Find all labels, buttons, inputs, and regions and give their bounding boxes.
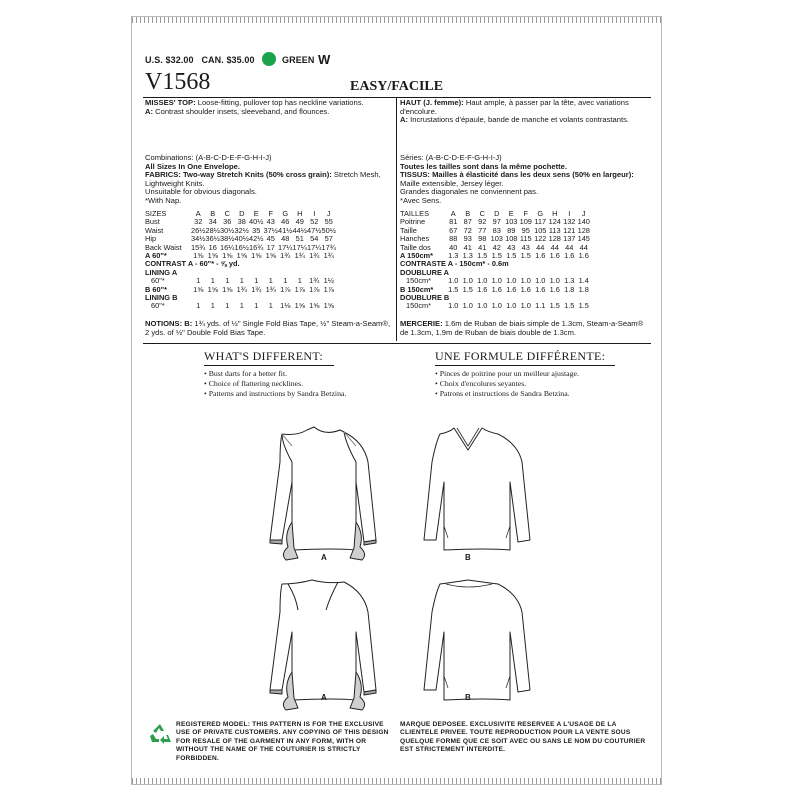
yardage-row-b: B 60"* 1⅝ 1⅝ 1⅝ 1¾ 1¾ 1¾ 1⅞ 1⅞ 1⅞ 1⅞ bbox=[145, 284, 334, 294]
doublure-b-title-row: DOUBLURE B bbox=[400, 293, 450, 303]
size-row-poitrine: Poitrine 81 87 92 97 103 109 117 124 132 140 bbox=[400, 217, 590, 227]
label-front-a: A bbox=[321, 553, 327, 562]
combinations: Combinations: (A-B-C-D-E-F-G-H-I-J) bbox=[145, 153, 272, 162]
letter-code: W bbox=[318, 52, 331, 67]
size-row-hip: Hip 34½ 36½ 38½ 40½ 42½ 45 48 51 54 57 bbox=[145, 234, 333, 244]
formule-title: UNE FORMULE DIFFÉRENTE: bbox=[435, 349, 606, 363]
lining-a-row: 60"* 1 1 1 1 1 1 1 1 1¾ 1½ bbox=[151, 276, 334, 286]
lining-b-row: 60"* 1 1 1 1 1 1 1⅛ 1⅝ 1⅝ 1⅝ bbox=[151, 301, 334, 311]
pattern-number: V1568 bbox=[145, 69, 211, 95]
size-header-row: SIZES A B C D E F G H I J bbox=[145, 209, 331, 218]
header-prices bbox=[145, 55, 255, 65]
size-row-taille-dos: Taille dos 40 41 41 42 43 43 44 44 44 44 bbox=[400, 242, 588, 252]
tissus-text: Maille extensible, Jersey léger. bbox=[400, 178, 504, 188]
price-us: U.S. $32.00 bbox=[145, 55, 194, 65]
whats-different-title: WHAT'S DIFFERENT: bbox=[204, 349, 324, 363]
label-back-b: B bbox=[465, 693, 471, 702]
front-view-b bbox=[424, 428, 530, 550]
french-size-table bbox=[400, 210, 591, 311]
formule-section bbox=[435, 349, 615, 399]
desc-a-label: A: bbox=[145, 106, 154, 116]
price-can: CAN. $35.00 bbox=[201, 55, 255, 65]
english-description bbox=[145, 99, 392, 116]
with-nap-fr: *Avec Sens. bbox=[400, 195, 442, 205]
green-dot-icon bbox=[262, 52, 276, 66]
list-item: • Patterns and instructions by Sandra Betzina. bbox=[204, 389, 346, 399]
size-row-back-waist: Back Waist 15¾ 16 16¼ 16½ 16¾ 17 17¼ 17¼ 17¼ 17¾ bbox=[145, 242, 336, 252]
size-row-waist: Waist 26½ 28½ 30½ 32½ 35 37½ 41½ 44½ 47½ 50½ bbox=[145, 225, 336, 235]
desc-a-text-fr: Incrustations d'épaule, bande de manche et volants contrastants. bbox=[408, 115, 629, 125]
doublure-b-row: 150cm* 1.0 1.0 1.0 1.0 1.0 1.0 1.1 1.5 1.5 1.5 bbox=[406, 301, 589, 311]
unsuitable: Unsuitable for obvious diagonals. bbox=[145, 187, 257, 197]
french-description bbox=[400, 99, 650, 125]
whats-different-list bbox=[204, 369, 346, 399]
contraste-a-row: CONTRASTE A - 150cm* - 0.6m bbox=[400, 259, 509, 269]
unsuitable-fr: Grandes diagonales ne conviennent pas. bbox=[400, 187, 539, 197]
garment-illustrations bbox=[132, 422, 663, 712]
desc-a-text: Contrast shoulder insets, sleeveband, and flounces. bbox=[153, 106, 330, 116]
mercerie bbox=[400, 320, 650, 337]
list-item: • Pinces de poitrine pour un meilleur ajustage. bbox=[435, 369, 615, 379]
doublure-a-title-row: DOUBLURE A bbox=[400, 267, 449, 277]
mercerie-text: 1.6m de Ruban de biais simple de 1.3cm, Steam-a-Seam® de 1.3cm, 1.9m de Ruban de biais double de 1.3cm. bbox=[400, 319, 644, 337]
perforation-top bbox=[132, 17, 661, 23]
yardage-row-a-fr: A 150cm* 1.3 1.3 1.5 1.5 1.5 1.5 1.6 1.6 1.6 1.6 bbox=[400, 251, 589, 261]
notions-text: 1¾ yds. of ½" Single Fold Bias Tape, ½" Steam-a-Seam®, 2 yds. of ½" Double Fold Bias Tape. bbox=[145, 319, 391, 337]
label-front-b: B bbox=[465, 553, 471, 562]
whats-different-section bbox=[204, 349, 346, 399]
yardage-row-a: A 60"* 1⅝ 1⅝ 1⅝ 1⅝ 1⅝ 1⅝ 1¾ 1¾ 1¾ 1¾ bbox=[145, 251, 334, 261]
mercerie-label: MERCERIE: bbox=[400, 319, 443, 328]
all-sizes-fr: Toutes les tailles sont dans la même pochette. bbox=[400, 161, 567, 171]
desc-title-fr: HAUT (J. femme): bbox=[400, 98, 464, 107]
pattern-envelope-back bbox=[131, 16, 662, 785]
list-item: • Bust darts for a better fit. bbox=[204, 369, 346, 379]
back-view-a bbox=[270, 580, 376, 710]
size-row-bust: Bust 32 34 36 38 40½ 43 46 49 52 55 bbox=[145, 217, 333, 227]
notions bbox=[145, 320, 392, 337]
back-view-b bbox=[424, 580, 530, 700]
list-item: • Choix d'encolures seyantes. bbox=[435, 379, 615, 389]
size-header-row-fr: TAILLES A B C D E F G H I J bbox=[400, 209, 586, 218]
fabrics-text: Stretch Mesh, Lightweight Knits. bbox=[145, 170, 381, 188]
tissus-label: TISSUS: Mailles à élasticité dans les deux sens (50% en largeur): bbox=[400, 170, 634, 180]
list-item: • Choice of flattering necklines. bbox=[204, 379, 346, 389]
recycle-icon bbox=[148, 723, 172, 745]
formule-list bbox=[435, 369, 615, 399]
desc-text-fr: Haut ample, à passer par la tête, avec variations d'encolure. bbox=[400, 98, 629, 116]
desc-title: MISSES' TOP: bbox=[145, 98, 196, 107]
fabrics-label: FABRICS: Two-way Stretch Knits (50% cross grain): bbox=[145, 170, 332, 180]
legal-french: MARQUE DEPOSEE. EXCLUSIVITE RESERVEE A L'USAGE DE LA CLIENTELE PRIVEE. TOUTE REPRODUCTION POUR LA VENTE SOUS QUELQUE FORME QUE CE SOIT AVEC OU SANS LE NOM DU COUTURIER EST STRICTEMENT INTERDITE. bbox=[400, 721, 646, 754]
desc-a-label-fr: A: bbox=[400, 115, 409, 125]
color-label: GREEN bbox=[282, 55, 315, 65]
contrast-a-row: CONTRAST A - 60"* - ⅝ yd. bbox=[145, 259, 240, 269]
all-sizes: All Sizes In One Envelope. bbox=[145, 161, 240, 171]
french-fabrics bbox=[400, 154, 650, 206]
with-nap: *With Nap. bbox=[145, 195, 182, 205]
english-size-table bbox=[145, 210, 336, 311]
difficulty: EASY/FACILE bbox=[350, 79, 444, 94]
yardage-row-b-fr: B 150cm* 1.5 1.5 1.6 1.6 1.6 1.6 1.6 1.6 1.8 1.8 bbox=[400, 284, 589, 294]
lining-b-title-row: LINING B bbox=[145, 293, 178, 303]
desc-text: Loose-fitting, pullover top has neckline variations. bbox=[195, 98, 364, 107]
size-row-hanches: Hanches 88 93 98 103 108 115 122 128 137 145 bbox=[400, 234, 590, 244]
label-back-a: A bbox=[321, 693, 327, 702]
doublure-a-row: 150cm* 1.0 1.0 1.0 1.0 1.0 1.0 1.0 1.0 1.3 1.4 bbox=[406, 276, 589, 286]
list-item: • Patrons et instructions de Sandra Betzina. bbox=[435, 389, 615, 399]
legal-english: REGISTERED MODEL: THIS PATTERN IS FOR THE EXCLUSIVE USE OF PRIVATE CUSTOMERS. ANY COPYING OF THIS DESIGN FOR RESALE OF THE GARMENT IN ANY FORM, WITH OR WITHOUT THE NAME OF THE COUTURIER IS STRICTLY FORBIDDEN. bbox=[176, 721, 389, 762]
column-divider bbox=[396, 97, 397, 341]
perforation-bottom bbox=[132, 778, 661, 784]
front-view-a bbox=[270, 427, 376, 560]
notions-label: NOTIONS: B: bbox=[145, 319, 193, 328]
size-row-taille: Taille 67 72 77 83 89 95 105 113 121 128 bbox=[400, 225, 590, 235]
series: Séries: (A-B-C-D-E-F-G-H-I-J) bbox=[400, 153, 502, 162]
english-fabrics bbox=[145, 154, 392, 206]
table-bottom-rule bbox=[143, 343, 651, 344]
lining-a-title-row: LINING A bbox=[145, 267, 178, 277]
